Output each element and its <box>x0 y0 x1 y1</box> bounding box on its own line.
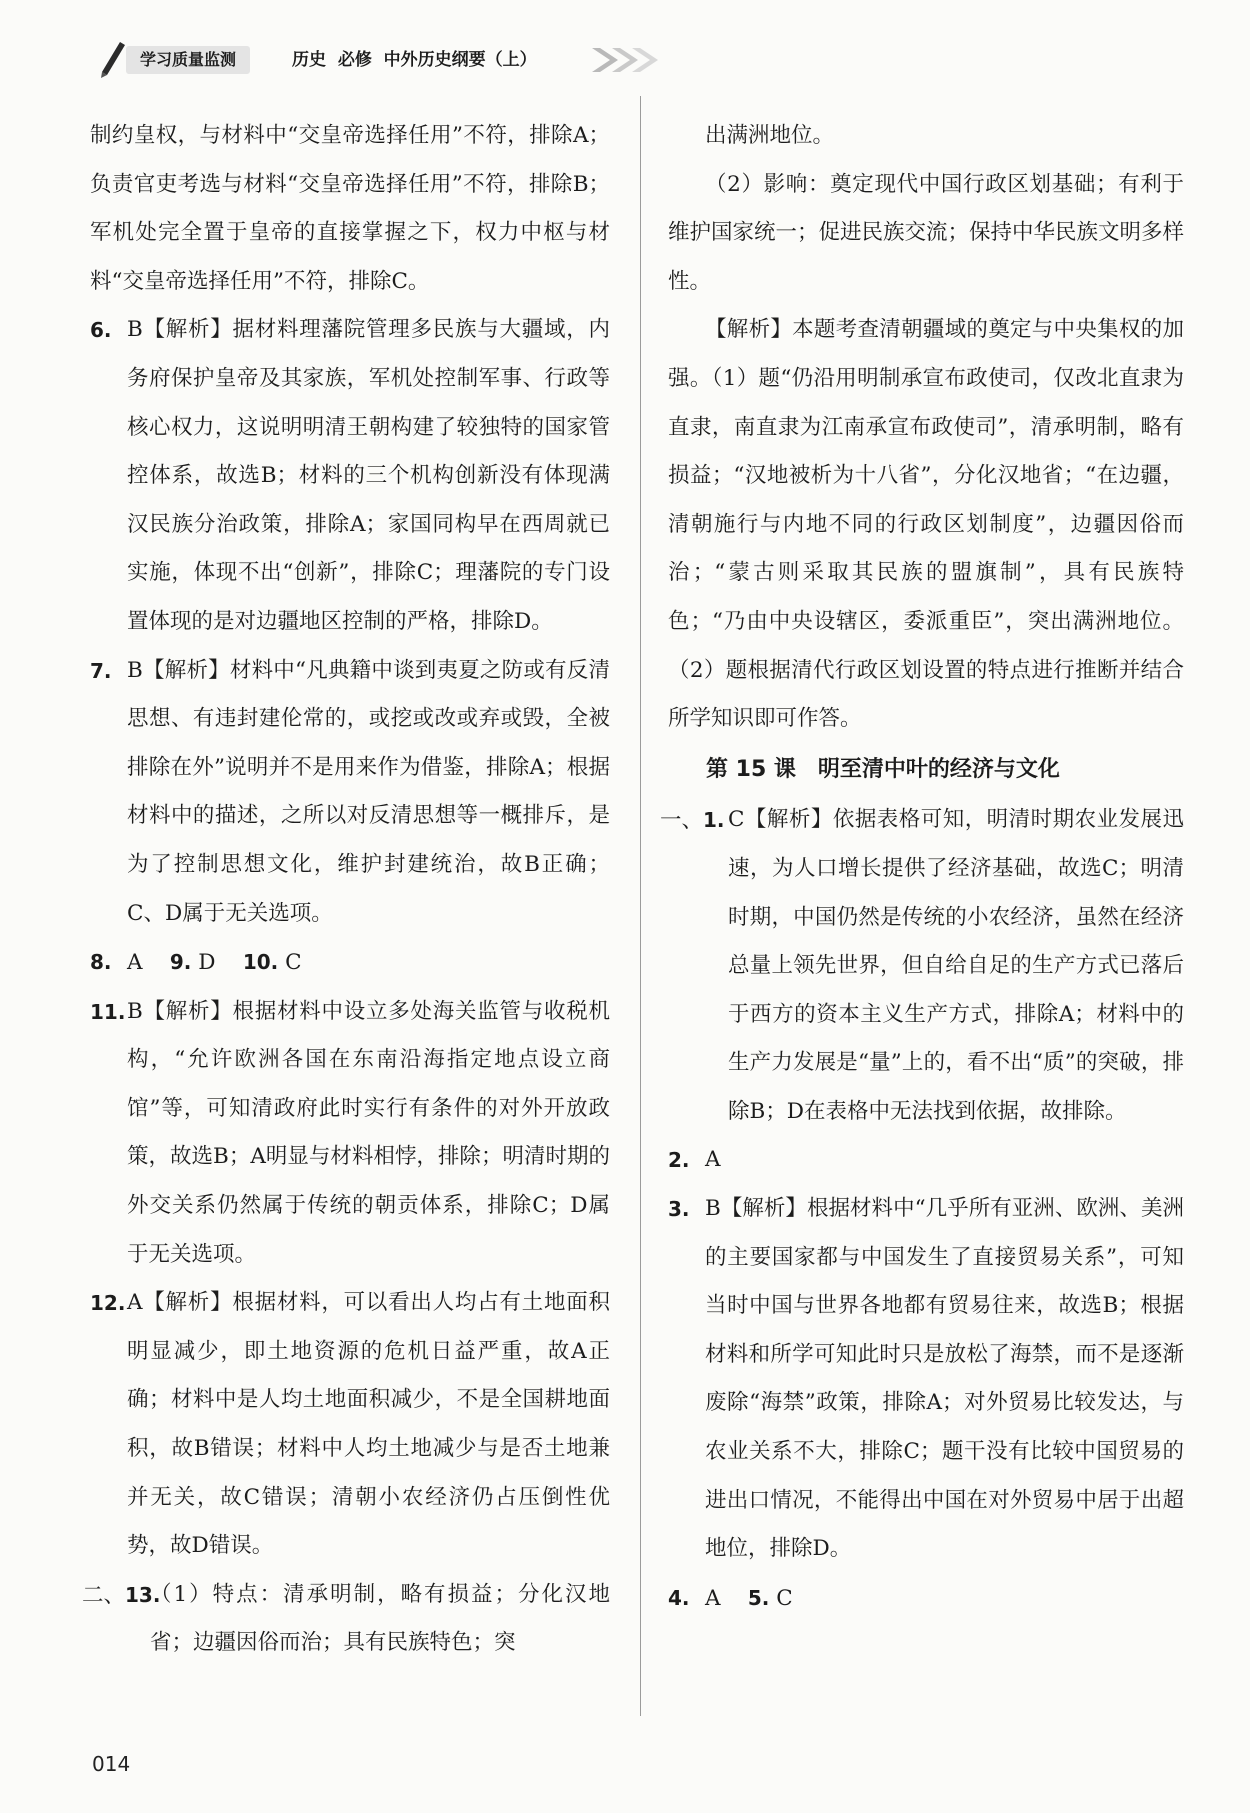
section-number: 二、13. <box>82 1582 161 1608</box>
page-header <box>70 36 710 80</box>
question-number: 9. <box>169 950 192 975</box>
question-number: 12. <box>90 1291 126 1316</box>
pen-icon <box>98 38 128 78</box>
question-number: 7. <box>90 658 112 683</box>
answer-text: B【解析】据材料理藩院管理多民族与大疆域，内务府保护皇帝及其家族，军机处控制军事、行政等核心权力，这说明明清王朝构建了较独特的国家管控体系，故选B；材料的三个机构创新没有体现满汉民族分治政策，排除A；家国同构早在西周就已实施，体现不出“创新”，排除C；理藩院的专门设置体现的是对边疆地区控制的严格，排除D。 <box>127 317 610 634</box>
question-number: 2. <box>668 1148 690 1173</box>
question-number: 11. <box>90 999 126 1024</box>
answer-value: C <box>776 1585 793 1611</box>
answer-value: D <box>198 950 216 976</box>
subject-title: 历史 必修 中外历史纲要（上） <box>292 50 537 70</box>
answer-6 <box>90 306 610 646</box>
continued-paragraph: 制约皇权，与材料中“交皇帝选择任用”不符，排除A；负责官吏考选与材料“交皇帝选择任用”不符，排除B；军机处完全置于皇帝的直接掌握之下，权力中枢与材料“交皇帝选择任用”不符，排除C。 <box>90 123 610 294</box>
question-number: 3. <box>668 1197 690 1222</box>
answer-2 <box>668 1136 1184 1185</box>
question-number: 8. <box>90 950 112 975</box>
question-number: 6. <box>90 318 112 343</box>
answer-text: B【解析】根据材料中设立多处海关监管与收税机构，“允许欧洲各国在东南沿海指定地点设立商馆”等，可知清政府此时实行有条件的对外开放政策，故选B；A明显与材料相悖，排除；明清时期的外交关系仍然属于传统的朝贡体系，排除C；D属于无关选项。 <box>127 998 610 1267</box>
answer-value: A <box>705 1585 721 1611</box>
answer-1 <box>660 796 1184 1136</box>
answer-text: B【解析】根据材料中“几乎所有亚洲、欧洲、美洲的主要国家都与中国发生了直接贸易关系”，可知当时中国与世界各地都有贸易往来，故选B；根据材料和所学可知此时只是放松了海禁，而不是逐渐废除“海禁”政策，排除A；对外贸易比较发达，与农业关系不大，排除C；题干没有比较中国贸易的进出口情况，不能得出中国在对外贸易中居于出超地位，排除D。 <box>705 1196 1184 1562</box>
answer-value: C <box>285 950 302 976</box>
answers-4-5 <box>668 1574 1184 1624</box>
left-column <box>82 112 610 1668</box>
answer-text: （1）特点：清承明制，略有损益；分化汉地省；边疆因俗而治；具有民族特色；突 <box>150 1581 610 1656</box>
series-tag: 学习质量监测 <box>126 46 250 74</box>
answer-7 <box>90 647 610 939</box>
right-column <box>660 112 1185 1623</box>
section-number: 一、1. <box>660 808 725 834</box>
answer-text: B【解析】材料中“凡典籍中谈到夷夏之防或有反清思想、有违封建伦常的，或挖或改或弃或毁，全被排除在外”说明并不是用来作为借鉴，排除A；根据材料中的描述，之所以对反清思想等一概排斥，是为了控制思想文化，维护封建统治，故B正确；C、D属于无关选项。 <box>127 657 610 926</box>
page-number: 014 <box>92 1752 131 1776</box>
answer-3 <box>668 1185 1184 1574</box>
answer-text: A <box>705 1147 721 1173</box>
answers-8-10 <box>90 938 610 988</box>
question-number: 4. <box>668 1585 690 1610</box>
impact-paragraph: （2）影响：奠定现代中国行政区划基础；有利于维护国家统一；促进民族交流；保持中华民族文明多样性。 <box>668 171 1185 294</box>
answer-13 <box>82 1571 610 1668</box>
question-number: 10. <box>242 950 279 975</box>
answer-text: C【解析】依据表格可知，明清时期农业发展迅速，为人口增长提供了经济基础，故选C；明清时期，中国仍然是传统的小农经济，虽然在经济总量上领先世界，但自给自足的生产方式已落后于西方的资本主义生产方式，排除A；材料中的生产力发展是“量”上的，看不出“质”的突破，排除B；D在表格中无法找到依据，故排除。 <box>728 807 1184 1124</box>
answer-text: A【解析】根据材料，可以看出人均占有土地面积明显减少，即土地资源的危机日益严重，故A正确；材料中是人均土地面积减少，不是全国耕地面积，故B错误；材料中人均土地减少与是否土地兼并无关，故C错误；清朝小农经济仍占压倒性优势，故D错误。 <box>127 1290 610 1559</box>
answer-11 <box>90 988 610 1280</box>
question-number: 5. <box>747 1585 770 1610</box>
column-divider <box>640 96 641 1716</box>
lesson-heading: 第 15 课 明至清中叶的经济与文化 <box>706 756 1060 782</box>
answer-value: A <box>127 950 143 976</box>
chevron-arrows-icon <box>590 44 662 76</box>
analysis-paragraph: 【解析】本题考查清朝疆域的奠定与中央集权的加强。（1）题“仍沿用明制承宣布政使司，仅改北直隶为直隶，南直隶为江南承宣布政使司”，清承明制，略有损益；“汉地被析为十八省”，分化汉地省；“在边疆，清朝施行与内地不同的行政区划制度”，边疆因俗而治；“蒙古则采取其民族的盟旗制”，具有民族特色；“乃由中央设辖区，委派重臣”，突出满洲地位。（2）题根据清代行政区划设置的特点进行推断并结合所学知识即可作答。 <box>668 317 1184 732</box>
continued-paragraph: 出满洲地位。 <box>705 123 835 148</box>
answer-12 <box>90 1279 610 1571</box>
